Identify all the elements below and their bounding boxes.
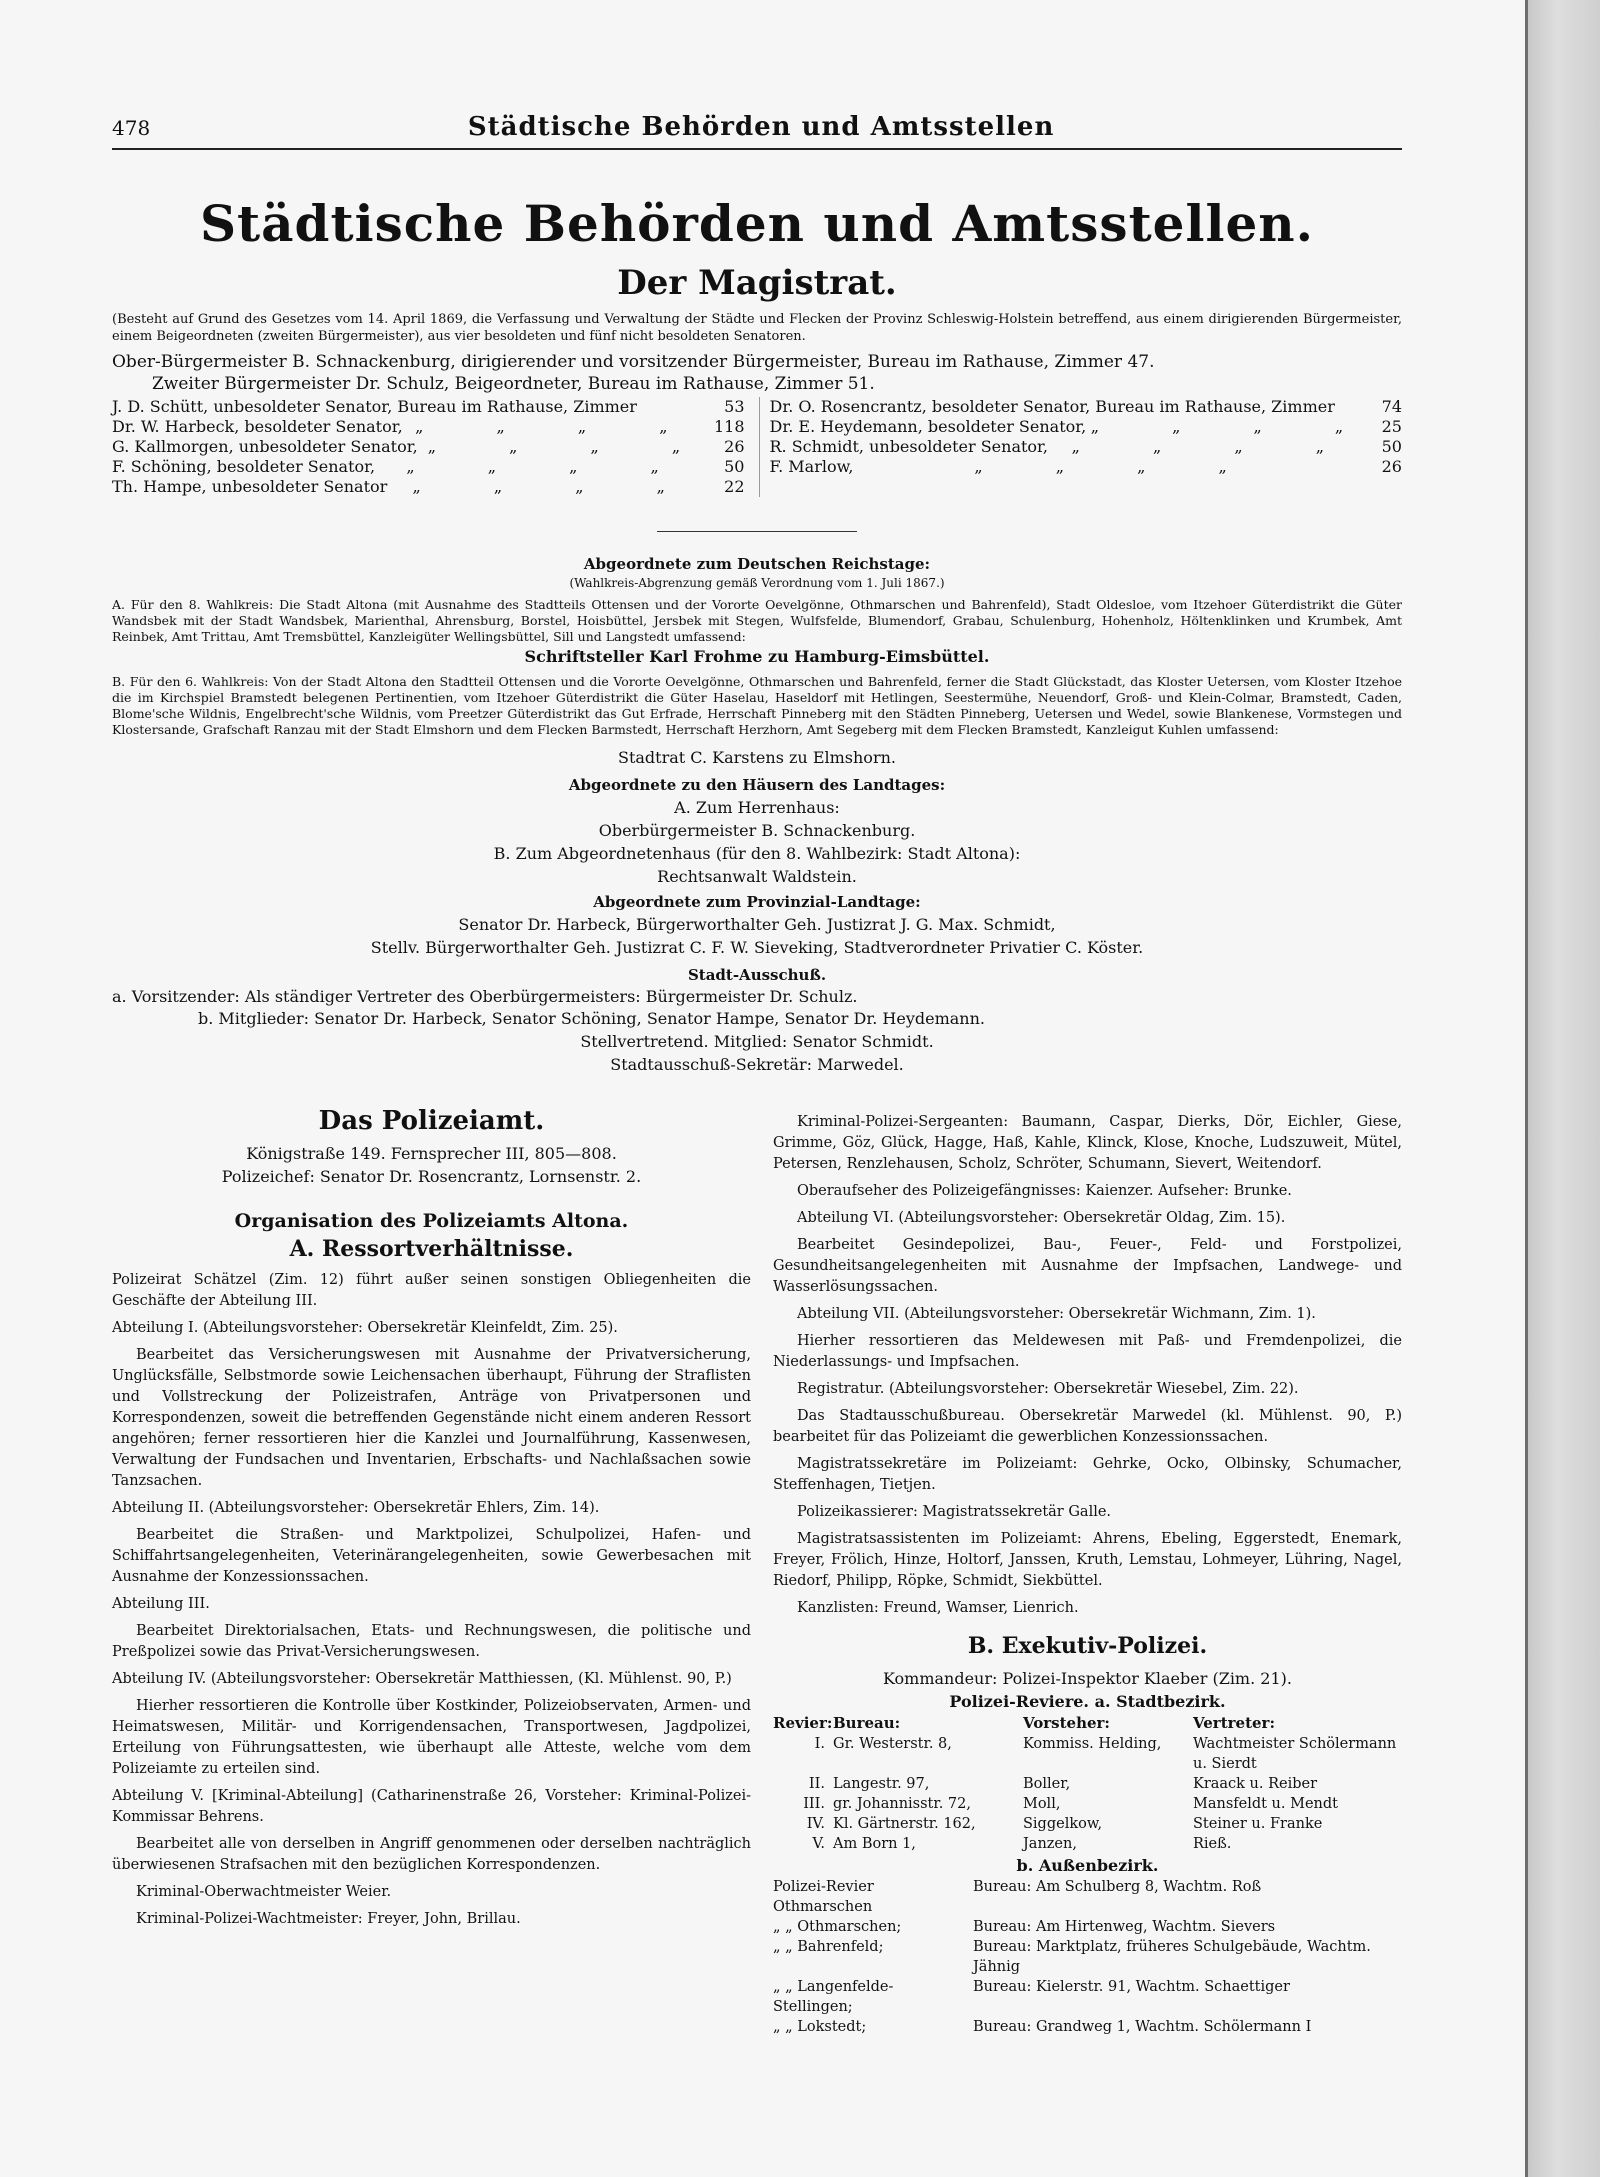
senators: [112, 397, 1402, 497]
senators-left: [112, 397, 745, 497]
ditto-marks: „ „ „ „: [412, 477, 699, 496]
aussenbezirk-list: [773, 1877, 1402, 2037]
right-paragraph: Kriminal-Polizei-Sergeanten: Baumann, Caspar, Dierks, Dör, Eichler, Giese, Grimme, Göz, Glück, Hagge, Haß, Kahle, Klinck, Klose, Knoche, Ludszuweit, Mütel, Petersen, Renzlehausen, Scholz, Schröter, Schumann, Sievert, Weitendorf.: [772, 1114, 1402, 1172]
revier-vertreter: Rieß.: [1192, 1836, 1232, 1852]
aussen-revier: „ „ Lokstedt;: [772, 2019, 867, 2035]
senator-room: 50: [724, 457, 745, 476]
reviere-header: [773, 1713, 1402, 1734]
ressort-paragraph: Abteilung III.: [112, 1596, 210, 1612]
abgeordnetenhaus-member: Rechtsanwalt Waldstein.: [657, 867, 857, 886]
senator-name: Dr. E. Heydemann, besoldeter Senator,: [769, 417, 1087, 436]
senator-room: 118: [713, 417, 745, 436]
revier-bureau: Am Born 1,: [832, 1836, 916, 1852]
col-vertreter: Vertreter:: [1192, 1714, 1275, 1732]
revier-vertreter: Kraack u. Reiber: [1192, 1776, 1318, 1792]
revier-vorsteher: Kommiss. Helding,: [1022, 1736, 1162, 1752]
senator-name: F. Schöning, besoldeter Senator,: [112, 457, 376, 476]
provinzial-line-1: Senator Dr. Harbeck, Bürgerworthalter Geh. Justizrat J. G. Max. Schmidt,: [458, 915, 1056, 934]
stadtausschuss-vorsitz: a. Vorsitzender: Als ständiger Vertreter des Oberbürgermeisters: Bürgermeister Dr. Schulz.: [112, 987, 858, 1006]
polizei-address: Königstraße 149. Fernsprecher III, 805—808.: [246, 1144, 617, 1163]
senator-name: Th. Hampe, unbesoldeter Senator: [112, 477, 388, 496]
polizei-right-column: [773, 1106, 1402, 2037]
reichstag-title: Abgeordnete zum Deutschen Reichstage:: [583, 555, 931, 573]
senator-name: J. D. Schütt, unbesoldeter Senator, Bureau im Rathause, Zimmer: [112, 397, 637, 416]
revier-vertreter: Steiner u. Franke: [1192, 1816, 1323, 1832]
senator-room: 22: [724, 477, 745, 496]
senator-room: 26: [1381, 457, 1402, 476]
ditto-marks: „ „ „ „: [415, 417, 702, 436]
right-paragraph: Das Stadtausschußbureau. Obersekretär Marwedel (kl. Mühlenst. 90, P.) bearbeitet für das Polizeiamt die gewerblichen Konzessionssachen.: [772, 1408, 1402, 1445]
aussen-row: [773, 2017, 1402, 2037]
right-paragraph: Hierher ressortieren das Meldewesen mit Paß- und Fremdenpolizei, die Niederlassungs- und Impfsachen.: [772, 1333, 1402, 1370]
wahlkreis-6-member: Stadtrat C. Karstens zu Elmshorn.: [618, 748, 896, 767]
aussen-revier: „ „ Othmarschen;: [772, 1919, 902, 1935]
organisation-title: Organisation des Polizeiamts Altona.: [234, 1210, 629, 1232]
aussen-row: [773, 1977, 1402, 2017]
ditto-marks: „ „ „ „: [974, 457, 1261, 476]
revier-bureau: Langestr. 97,: [832, 1776, 930, 1792]
magistrat-note: (Besteht auf Grund des Gesetzes vom 14. April 1869, die Verfassung und Verwaltung der Städte und Flecken der Provinz Schleswig-Holstein betreffend, aus einem dirigierenden Bürgermeister, einem Beigeordneten (zweiten Bürgermeister), aus vier besoldeten und fünf nicht besoldeten Senatoren.: [112, 312, 1402, 344]
aussen-bureau: Bureau: Grandweg 1, Wachtm. Schölermann I: [972, 2019, 1312, 2035]
revier-vertreter: Mansfeldt u. Mendt: [1192, 1796, 1338, 1812]
senator-row: [112, 477, 745, 497]
revier-bureau: gr. Johannisstr. 72,: [832, 1796, 971, 1812]
senator-name: F. Marlow,: [769, 457, 854, 476]
senator-row: [112, 457, 745, 477]
reviere-title: Polizei-Reviere. a. Stadtbezirk.: [949, 1692, 1226, 1711]
reichstag-subtitle: (Wahlkreis-Abgrenzung gemäß Verordnung vom 1. Juli 1867.): [569, 576, 945, 590]
right-paragraph: Magistratssekretäre im Polizeiamt: Gehrke, Ocko, Olbinsky, Schumacher, Steffenhagen, Tietjen.: [772, 1456, 1402, 1493]
right-paragraph: Magistratsassistenten im Polizeiamt: Ahrens, Ebeling, Eggerstedt, Enemark, Freyer, Frölich, Hinze, Holtorf, Janssen, Kruth, Lemstau, Lohmeyer, Lühring, Nagel, Riedorf, Philipp, Röpke, Schmidt, Siekbüttel.: [772, 1531, 1402, 1589]
page-number: 478: [112, 116, 151, 140]
wahlkreis-8-member: Schriftsteller Karl Frohme zu Hamburg-Eimsbüttel.: [524, 647, 990, 666]
senator-name: Dr. O. Rosencrantz, besoldeter Senator, Bureau im Rathause, Zimmer: [769, 397, 1335, 416]
aussenbezirk-title: b. Außenbezirk.: [1016, 1856, 1159, 1875]
provinzial-title: Abgeordnete zum Provinzial-Landtage:: [593, 893, 921, 911]
senator-room: 53: [724, 397, 745, 416]
right-paragraph: Polizeikassierer: Magistratssekretär Galle.: [796, 1504, 1112, 1520]
oberbuergermeister: Ober-Bürgermeister B. Schnackenburg, dirigierender und vorsitzender Bürgermeister, Bureau im Rathause, Zimmer 47.: [112, 352, 1155, 372]
senator-row: [770, 437, 1403, 457]
ressort-title: A. Ressortverhältnisse.: [289, 1236, 574, 1262]
revier-row: [773, 1834, 1402, 1854]
stadtausschuss-mitglieder: b. Mitglieder: Senator Dr. Harbeck, Senator Schöning, Senator Hampe, Senator Dr. Heydemann.: [198, 1009, 985, 1028]
stadtausschuss-stellv: Stellvertretend. Mitglied: Senator Schmidt.: [580, 1032, 934, 1051]
magistrat-title: Der Magistrat.: [617, 263, 897, 303]
provinzial-line-2: Stellv. Bürgerworthalter Geh. Justizrat C. F. W. Sieveking, Stadtverordneter Privatier C. Köster.: [370, 938, 1144, 957]
ressort-paragraphs: [112, 1270, 751, 1930]
right-paragraph: Kanzlisten: Freund, Wamser, Lienrich.: [796, 1600, 1079, 1616]
ressort-paragraph: Polizeirat Schätzel (Zim. 12) führt außer seinen sonstigen Obliegenheiten die Geschäfte der Abteilung III.: [112, 1272, 751, 1309]
revier-number: I.: [814, 1736, 825, 1752]
polizei-chef: Polizeichef: Senator Dr. Rosencrantz, Lornsenstr. 2.: [221, 1167, 642, 1186]
right-paragraph: Bearbeitet Gesindepolizei, Bau-, Feuer-, Feld- und Forstpolizei, Gesundheitsangelegenheiten mit Ausnahme der Impfsachen, Landwege- und Wasserlösungssachen.: [772, 1237, 1402, 1295]
senator-name: Dr. W. Harbeck, besoldeter Senator,: [112, 417, 403, 436]
aussen-row: [773, 1937, 1402, 1977]
ditto-marks: „ „ „ „: [1071, 437, 1359, 456]
senator-room: 74: [1381, 397, 1402, 416]
right-paragraph: Oberaufseher des Polizeigefängnisses: Kaienzer. Aufseher: Brunke.: [796, 1183, 1292, 1199]
senators-right: [759, 397, 1403, 497]
revier-number: II.: [808, 1776, 825, 1792]
senator-room: 50: [1381, 437, 1402, 456]
adjacent-page-edge: [1528, 0, 1600, 2177]
senator-row: [112, 417, 745, 437]
revier-bureau: Gr. Westerstr. 8,: [832, 1736, 952, 1752]
ditto-marks: „ „ „ „: [406, 457, 693, 476]
revier-bureau: Kl. Gärtnerstr. 162,: [832, 1816, 976, 1832]
revier-number: IV.: [806, 1816, 825, 1832]
polizei-section: [112, 1106, 1402, 2037]
ressort-paragraph: Kriminal-Oberwachtmeister Weier.: [136, 1884, 392, 1900]
revier-row: [773, 1774, 1402, 1794]
revier-row: [773, 1814, 1402, 1834]
ressort-paragraph: Hierher ressortieren die Kontrolle über Kostkinder, Polizeiobservaten, Armen- und Heimatswesen, Militär- und Korrigendensachen, Transportwesen, Jagdpolizei, Erteilung von Führungsattesten, wie überhaupt alle Atteste, welche vom dem Polizeiamte zu erteilen sind.: [112, 1698, 751, 1777]
revier-vorsteher: Boller,: [1022, 1776, 1071, 1792]
revier-vorsteher: Janzen,: [1022, 1836, 1077, 1852]
col-revier: Revier:: [772, 1714, 833, 1732]
exekutiv-title: B. Exekutiv-Polizei.: [967, 1633, 1208, 1659]
divider: [657, 531, 857, 532]
ressort-paragraph: Kriminal-Polizei-Wachtmeister: Freyer, John, Brillau.: [136, 1911, 521, 1927]
kommandeur: Kommandeur: Polizei-Inspektor Klaeber (Zim. 21).: [883, 1669, 1292, 1688]
right-paragraphs: [773, 1112, 1402, 1619]
col-vorsteher: Vorsteher:: [1022, 1714, 1110, 1732]
senator-room: 25: [1381, 417, 1402, 436]
senator-row: [112, 437, 745, 457]
senator-row: [770, 397, 1403, 417]
revier-number: III.: [803, 1796, 825, 1812]
ressort-paragraph: Bearbeitet alle von derselben in Angriff genommenen oder derselben nachträglich überwiesenen Strafsachen mit den bezüglichen Korrespondenzen.: [112, 1836, 751, 1873]
running-title: Städtische Behörden und Amtsstellen: [467, 112, 1055, 142]
ressort-paragraph: Bearbeitet die Straßen- und Marktpolizei, Schulpolizei, Hafen- und Schiffahrtsangelegenheiten, Veterinärangelegenheiten, sowie Gewerbesachen mit Ausnahme der Konzessionssachen.: [112, 1527, 751, 1585]
page-content: [112, 112, 1402, 2037]
running-header: [112, 112, 1402, 150]
abgeordnetenhaus-heading: B. Zum Abgeordnetenhaus (für den 8. Wahlbezirk: Stadt Altona):: [493, 844, 1021, 863]
aussen-revier: Polizei-Revier Othmarschen: [772, 1879, 874, 1915]
wahlkreis-6-text: B. Für den 6. Wahlkreis: Von der Stadt Altona den Stadtteil Ottensen und die Vororte Oevelgönne, Othmarschen und Bahrenfeld, ferner die Stadt Glückstadt, das Kloster Uetersen, vom Kloster Itzehoe die im Kirchspiel Bramstedt belegenen Pertinentien, vom Itzehoer Güterdistrikt die Güter Haselau, Haseldorf mit Hetlingen, Seestermühe, Neuendorf, Groß- und Klein-Colmar, Bramstedt, Caden, Blome'sche Wildnis, Engelbrecht'sche Wildnis, vom Preetzer Güterdistrikt das Gut Erfrade, Herrschaft Pinneberg mit den Städten Pinneberg, Uetersen und Wedel, sowie Blankenese, Vormstegen und Klostersande, Grafschaft Ranzau mit der Stadt Elmshorn und dem Flecken Barmstedt, Herrschaft Herzhorn, Amt Segeberg mit dem Flecken Bramstedt, Kanzleigut Kuhlen umfassend:: [112, 674, 1402, 737]
right-paragraph: Abteilung VI. (Abteilungsvorsteher: Obersekretär Oldag, Zim. 15).: [796, 1210, 1286, 1226]
ressort-paragraph: Abteilung II. (Abteilungsvorsteher: Obersekretär Ehlers, Zim. 14).: [112, 1500, 600, 1516]
ressort-paragraph: Abteilung IV. (Abteilungsvorsteher: Obersekretär Matthiessen, (Kl. Mühlenst. 90, P.): [112, 1671, 732, 1687]
herrenhaus-heading: A. Zum Herrenhaus:: [674, 798, 840, 817]
senator-row: [770, 417, 1403, 437]
revier-vorsteher: Moll,: [1022, 1796, 1061, 1812]
ditto-marks: „ „ „ „: [1090, 417, 1378, 436]
senator-row: [112, 397, 745, 417]
ressort-paragraph: Abteilung I. (Abteilungsvorsteher: Obersekretär Kleinfeldt, Zim. 25).: [112, 1320, 618, 1336]
landtag-title: Abgeordnete zu den Häusern des Landtages:: [568, 776, 946, 794]
senator-name: G. Kallmorgen, unbesoldeter Senator,: [112, 437, 418, 456]
ressort-paragraph: Abteilung V. [Kriminal-Abteilung] (Catharinenstraße 26, Vorsteher: Kriminal-Polizei-Kommissar Behrens.: [112, 1788, 751, 1825]
herrenhaus-member: Oberbürgermeister B. Schnackenburg.: [598, 821, 916, 840]
aussen-bureau: Bureau: Am Hirtenweg, Wachtm. Sievers: [972, 1919, 1276, 1935]
aussen-bureau: Bureau: Kielerstr. 91, Wachtm. Schaettiger: [972, 1979, 1290, 1995]
senator-row: [770, 457, 1403, 477]
polizei-title: Das Polizeiamt.: [318, 1106, 545, 1136]
aussen-row: [773, 1917, 1402, 1937]
reviere-list: [773, 1734, 1402, 1854]
revier-vorsteher: Siggelkow,: [1022, 1816, 1103, 1832]
aussen-row: [773, 1877, 1402, 1917]
revier-vertreter: Wachtmeister Schölermann u. Sierdt: [1192, 1736, 1397, 1772]
aussen-bureau: Bureau: Marktplatz, früheres Schulgebäude, Wachtm. Jähnig: [972, 1939, 1371, 1975]
ressort-paragraph: Bearbeitet Direktorialsachen, Etats- und Rechnungswesen, die politische und Preßpolizei sowie das Privat-Versicherungswesen.: [112, 1623, 751, 1660]
col-bureau: Bureau:: [832, 1714, 901, 1732]
ditto-marks: „ „ „ „: [427, 437, 715, 456]
aussen-bureau: Bureau: Am Schulberg 8, Wachtm. Roß: [972, 1879, 1262, 1895]
right-paragraph: Abteilung VII. (Abteilungsvorsteher: Obersekretär Wichmann, Zim. 1).: [796, 1306, 1316, 1322]
stadtausschuss-sekretaer: Stadtausschuß-Sekretär: Marwedel.: [610, 1055, 904, 1074]
senator-room: 26: [724, 437, 745, 456]
main-title: Städtische Behörden und Amtsstellen.: [199, 194, 1315, 253]
revier-row: [773, 1794, 1402, 1814]
stadtausschuss-title: Stadt-Ausschuß.: [687, 966, 827, 984]
ressort-paragraph: Bearbeitet das Versicherungswesen mit Ausnahme der Privatversicherung, Unglücksfälle, Selbstmorde sowie Leichensachen überhaupt, Führung der Straflisten und Vollstreckung der Polizeistrafen, Anträge von Privatpersonen und Korrespondenzen, soweit die betreffenden Gegenstände nicht einem anderen Ressort angehören; ferner ressortieren hier die Kanzlei und Journalführung, Kassenwesen, Verwaltung der Fundsachen und Inventarien, Erbschafts- und Nachlaßsachen sowie Tanzsachen.: [112, 1347, 751, 1489]
senator-name: R. Schmidt, unbesoldeter Senator,: [769, 437, 1049, 456]
polizei-left-column: [112, 1106, 751, 2037]
aussen-revier: „ „ Bahrenfeld;: [772, 1939, 884, 1955]
zweiter-buergermeister: Zweiter Bürgermeister Dr. Schulz, Beigeordneter, Bureau im Rathause, Zimmer 51.: [152, 374, 875, 394]
right-paragraph: Registratur. (Abteilungsvorsteher: Obersekretär Wiesebel, Zim. 22).: [796, 1381, 1299, 1397]
revier-number: V.: [812, 1836, 825, 1852]
wahlkreis-8-text: A. Für den 8. Wahlkreis: Die Stadt Altona (mit Ausnahme des Stadtteils Ottensen und der Vororte Oevelgönne, Othmarschen und Bahrenfeld), Stadt Oldesloe, vom Itzehoer Güterdistrikt die Güter Wandsbek mit der Stadt Wandsbek, Marienthal, Ahrensburg, Borstel, Hoisbüttel, Jersbek mit Stegen, Wulfsfelde, Blumendorf, Grabau, Schulenburg, Hohenholz, Höltenklinken und Krumbek, Amt Reinbek, Amt Trittau, Amt Tremsbüttel, Kanzleigüter Wellingsbüttel, Sill und Langstedt umfassend:: [112, 597, 1402, 644]
aussen-revier: „ „ Langenfelde-Stellingen;: [772, 1979, 894, 2015]
revier-row: [773, 1734, 1402, 1774]
